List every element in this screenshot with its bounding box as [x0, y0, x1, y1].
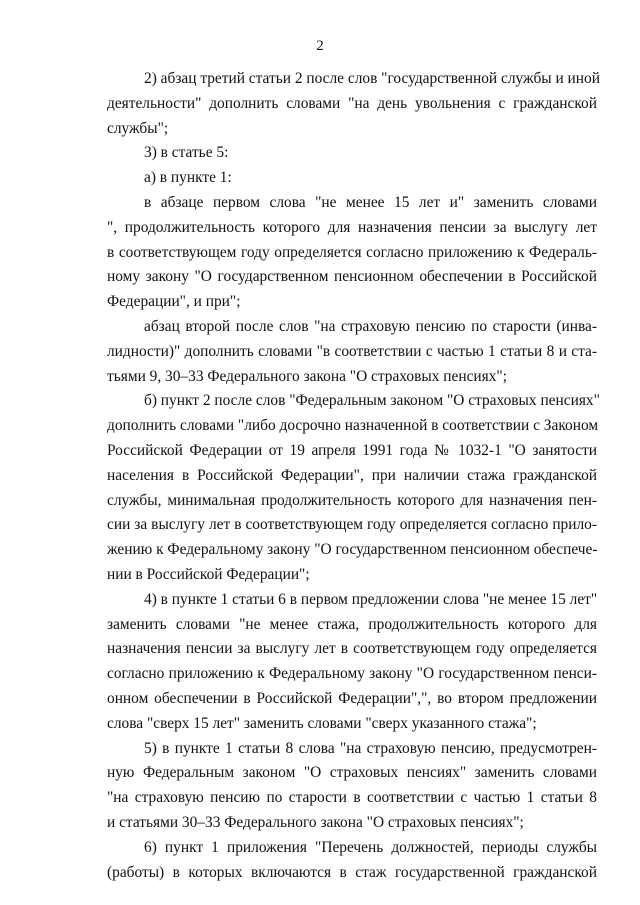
text-line: (работы) в которых включаются в стаж государственной гражданской [107, 863, 597, 881]
text-line: и статьями 30–33 Федерального закона "О страховых пенсиях"; [107, 813, 524, 831]
text-line: населения в Российской Федерации", при наличии стажа гражданской [107, 466, 597, 484]
text-line: лидности)" дополнить словами "в соответствии с частью 1 статьи 8 и ста- [107, 342, 597, 360]
text-line: б) пункт 2 после слов "Федеральным законом "О страховых пенсиях" [144, 392, 600, 410]
text-line: онном обеспечении в Российской Федерации",", во втором предложении [107, 689, 597, 707]
text-line: 3) в статье 5: [144, 144, 229, 162]
text-line: абзац второй после слов "на страховую пенсию по старости (инва- [144, 317, 597, 335]
text-line: "на страховую пенсию по старости в соответствии с частью 1 статьи 8 [107, 789, 597, 807]
text-line: слова "сверх 15 лет" заменить словами "сверх указанного стажа"; [107, 714, 537, 732]
text-line: в абзаце первом слова "не менее 15 лет и" заменить словами [144, 193, 597, 211]
text-line: 4) в пункте 1 статьи 6 в первом предложении слова "не менее 15 лет" [144, 590, 598, 608]
text-line: ному закону "О государственном пенсионном обеспечении в Российской [107, 268, 597, 286]
text-line: согласно приложению к Федеральному закону "О государственном пенси- [107, 665, 597, 683]
text-line: сии за выслугу лет в соответствующем году определяется согласно прило- [107, 516, 597, 534]
text-line: заменить словами "не менее стажа, продолжительность которого для [107, 615, 597, 633]
text-line: нии в Российской Федерации"; [107, 565, 310, 583]
text-line: жению к Федеральному закону "О государственном пенсионном обеспече- [107, 541, 598, 559]
text-line: деятельности" дополнить словами "на день увольнения с гражданской [107, 94, 597, 112]
document-text [107, 67, 600, 885]
text-line: в соответствующем году определяется согласно приложению к Федераль- [107, 243, 597, 261]
text-line: 6) пункт 1 приложения "Перечень должностей, периоды службы [144, 838, 597, 856]
text-line: ", продолжительность которого для назначения пенсии за выслугу лет [107, 218, 597, 236]
text-line: службы"; [107, 119, 169, 137]
text-line: ную Федеральным законом "О страховых пенсиях" заменить словами [107, 764, 597, 782]
text-line: 2) абзац третий статьи 2 после слов "государственной службы и иной [144, 70, 600, 87]
text-line: а) в пункте 1: [144, 169, 232, 187]
text-line: Федерации", и при"; [107, 293, 241, 311]
text-line: 5) в пункте 1 статьи 8 слова "на страховую пенсию, предусмотрен- [144, 739, 597, 757]
page-number: 2 [316, 38, 324, 54]
text-line: тьями 9, 30–33 Федерального закона "О страховых пенсиях"; [107, 367, 507, 385]
text-line: назначения пенсии за выслугу лет в соответствующем году определяется [107, 640, 597, 658]
text-line: службы, минимальная продолжительность которого для назначения пен- [107, 491, 597, 509]
text-line: Российской Федерации от 19 апреля 1991 года № 1032-1 "О занятости [107, 441, 597, 459]
text-line: дополнить словами "либо досрочно назначенной в соответствии с Законом [107, 417, 599, 435]
